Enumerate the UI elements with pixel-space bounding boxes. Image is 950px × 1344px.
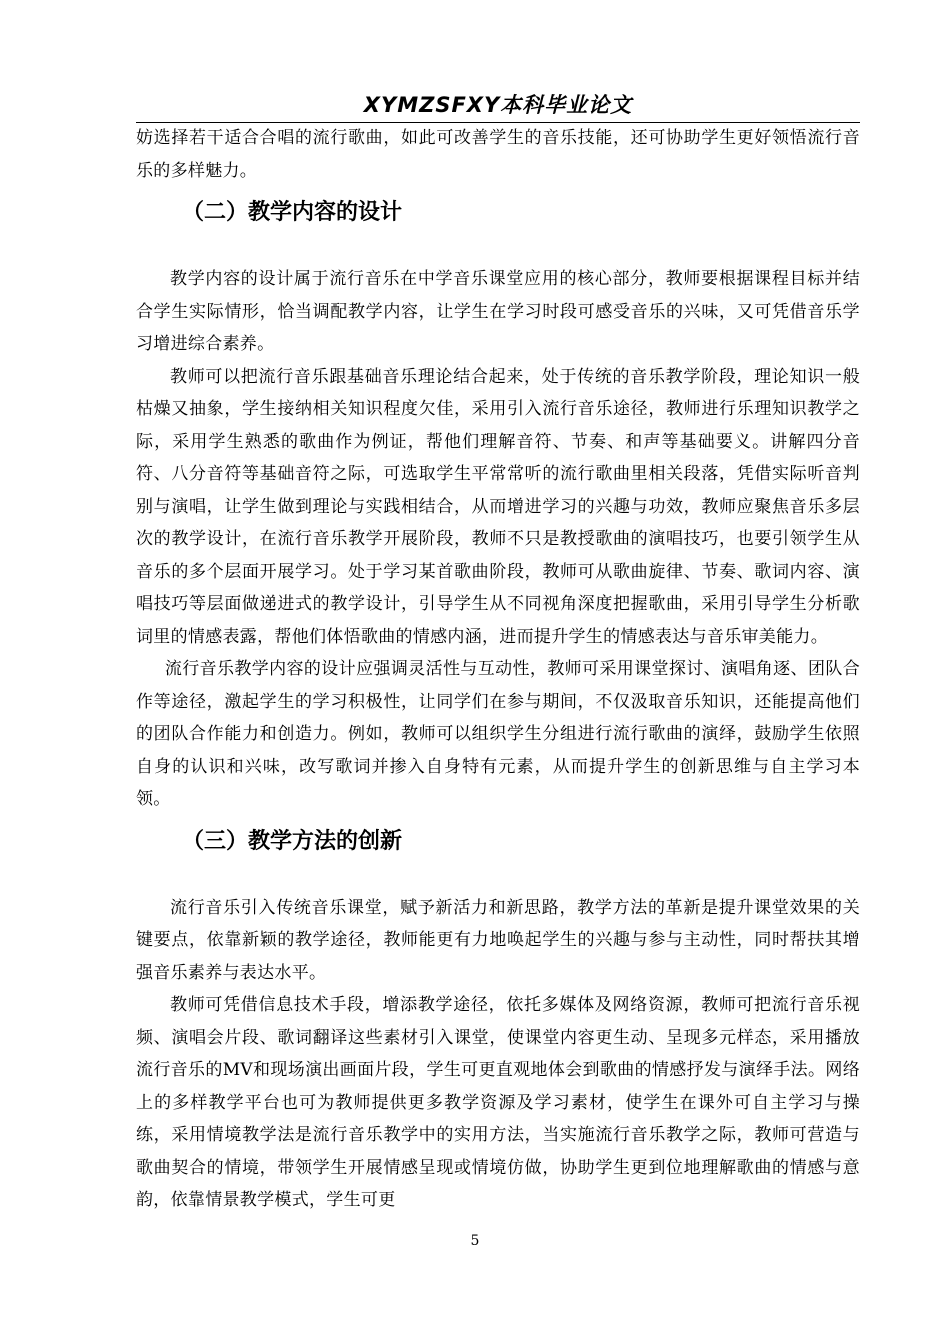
document-body bbox=[136, 122, 860, 1217]
header-title: XYMZSFXY本科毕业论文 bbox=[363, 93, 633, 117]
page-number: 5 bbox=[470, 1233, 480, 1249]
page-header bbox=[136, 88, 860, 123]
paragraph-method-intro: 流行音乐引入传统音乐课堂，赋予新活力和新思路，教学方法的革新是提升课堂效果的关键要点，依靠新颖的教学途径，教师能更有力地唤起学生的兴趣与参与主动性，同时帮扶其增强音乐素养与表达水平。 bbox=[136, 897, 860, 983]
section-heading-block bbox=[136, 187, 860, 263]
section-heading-block bbox=[136, 816, 860, 892]
paragraph-continued: 妨选择若干适合合唱的流行歌曲，如此可改善学生的音乐技能，还可协助学生更好领悟流行音乐的多样魅力。 bbox=[136, 128, 860, 181]
paragraph-information-technology: 教师可凭借信息技术手段，增添教学途径，依托多媒体及网络资源，教师可把流行音乐视频、演唱会片段、歌词翻译这些素材引入课堂，使课堂内容更生动、呈现多元样态，采用播放流行音乐的MV和现场演出画面片段，学生可更直观地体会到歌曲的情感抒发与演绎手法。网络上的多样教学平台也可为教师提供更多教学资源及学习素材，使学生在课外可自主学习与操练，采用情境教学法是流行音乐教学中的实用方法，当实施流行音乐教学之际，教师可营造与歌曲契合的情境，带领学生开展情感呈现或情境仿做，协助学生更到位地理解歌曲的情感与意韵，依靠情景教学模式，学生可更 bbox=[136, 995, 860, 1210]
section-heading-method-innovation: （三）教学方法的创新 bbox=[182, 828, 403, 854]
section-heading-content-design: （二）教学内容的设计 bbox=[182, 200, 403, 225]
paragraph-content-design-intro: 教学内容的设计属于流行音乐在中学音乐课堂应用的核心部分，教师要根据课程目标并结合学生实际情形，恰当调配教学内容，让学生在学习时段可感受音乐的兴味，又可凭借音乐学习增进综合素养。 bbox=[136, 269, 860, 354]
paragraph-music-theory: 教师可以把流行音乐跟基础音乐理论结合起来，处于传统的音乐教学阶段，理论知识一般枯燥又抽象，学生接纳相关知识程度欠佳，采用引入流行音乐途径，教师进行乐理知识教学之际，采用学生熟悉的歌曲作为例证，帮他们理解音符、节奏、和声等基础要义。讲解四分音符、八分音符等基础音符之际，可选取学生平常常听的流行歌曲里相关段落，凭借实际听音判别与演唱，让学生做到理论与实践相结合，从而增进学习的兴趣与功效，教师应聚焦音乐多层次的教学设计，在流行音乐教学开展阶段，教师不只是教授歌曲的演唱技巧，也要引领学生从音乐的多个层面开展学习。处于学习某首歌曲阶段，教师可从歌曲旋律、节奏、歌词内容、演唱技巧等层面做递进式的教学设计，引导学生从不同视角深度把握歌曲，采用引导学生分析歌词里的情感表露，帮他们体悟歌曲的情感内涵，进而提升学生的情感表达与音乐审美能力。 bbox=[136, 366, 860, 647]
paragraph-interactivity: 流行音乐教学内容的设计应强调灵活性与互动性，教师可采用课堂探讨、演唱角逐、团队合作等途径，激起学生的学习积极性，让同学们在参与期间，不仅汲取音乐知识，还能提高他们的团队合作能力和创造力。例如，教师可以组织学生分组进行流行歌曲的演绎，鼓励学生依照自身的认识和兴味，改写歌词并掺入自身特有元素，从而提升学生的创新思维与自主学习本领。 bbox=[136, 659, 860, 809]
